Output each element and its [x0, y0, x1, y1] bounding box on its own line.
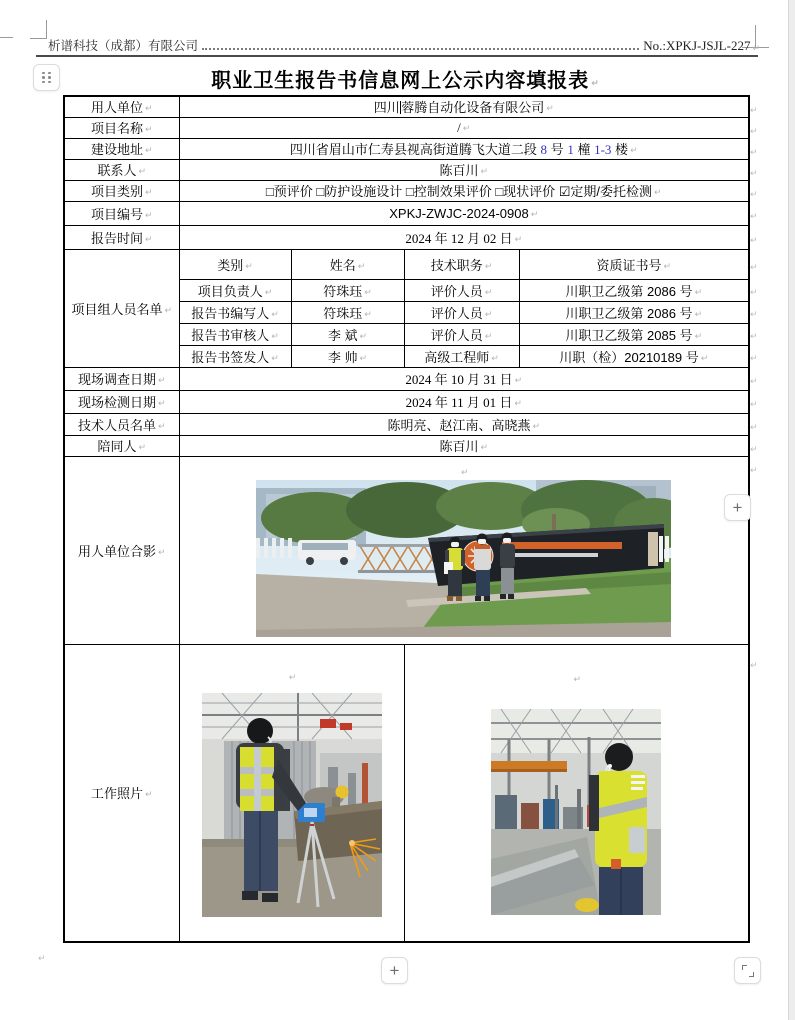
paragraph-mark [573, 675, 581, 685]
work-photos-label-cell: 工作照片↵ [64, 644, 179, 942]
paragraph-mark [750, 439, 758, 457]
group-photo-label-cell: 用人单位合影↵ [64, 456, 179, 644]
paragraph-mark [750, 100, 758, 118]
paragraph-mark [752, 44, 760, 54]
row-employer [64, 96, 749, 117]
technicians-label-cell: 技术人员名单↵ [64, 413, 179, 435]
team-cell[interactable]: 川职（检）20210189 号↵ [519, 345, 749, 367]
paragraph-mark [750, 371, 758, 389]
page-title-text: 职业卫生报告书信息网上公示内容填报表 [211, 70, 590, 92]
paragraph-mark [750, 460, 758, 478]
drag-handle-icon [42, 72, 51, 84]
team-cell[interactable]: 评价人员↵ [404, 301, 519, 323]
team-cell[interactable]: 符珠珏↵ [291, 301, 404, 323]
technicians-value-cell[interactable]: 陈明亮、赵江南、高晓燕↵ [179, 413, 749, 435]
employer-value-cell[interactable]: 四川 蓉腾自动化设备有限公司↵ [179, 96, 749, 117]
paragraph-mark [591, 79, 600, 89]
team-cell[interactable]: 川职卫乙级第 2085 号↵ [519, 323, 749, 345]
work-photo-cell-left [179, 644, 404, 942]
plus-icon: + [389, 961, 400, 980]
work-photo-cell-right [404, 644, 749, 942]
page-header [48, 36, 760, 54]
team-cell[interactable]: 报告书编写人↵ [179, 301, 291, 323]
address-value-cell[interactable]: 四川省眉山市仁寿县视高街道腾飞大道二段 8 号 1 橦 1-3 楼↵ [179, 138, 749, 159]
paragraph-mark [750, 230, 758, 248]
employer-label-cell: 用人单位↵ [64, 96, 179, 117]
contact-label-cell: 联系人↵ [64, 159, 179, 180]
team-header-cert: 资质证书号↵ [519, 249, 749, 279]
team-header-title: 技术职务↵ [404, 249, 519, 279]
team-cell[interactable]: 评价人员↵ [404, 279, 519, 301]
team-cell[interactable]: 川职卫乙级第 2086 号↵ [519, 279, 749, 301]
paragraph-mark [750, 142, 758, 160]
contact-value-cell[interactable]: 陈百川↵ [179, 159, 749, 180]
paragraph-mark [750, 304, 758, 322]
expand-button[interactable] [734, 957, 761, 984]
survey-date-label-cell: 现场调查日期↵ [64, 367, 179, 390]
paragraph-mark [750, 257, 758, 275]
row-report-date [64, 225, 749, 249]
paragraph-mark [750, 206, 758, 224]
paragraph-mark [750, 282, 758, 300]
team-cell[interactable]: 报告书签发人↵ [179, 345, 291, 367]
paragraph-mark [750, 417, 758, 435]
team-header-name: 姓名↵ [291, 249, 404, 279]
paragraph-mark [461, 468, 469, 478]
address-label-cell: 建设地址↵ [64, 138, 179, 159]
category-label-cell: 项目类别↵ [64, 180, 179, 201]
row-test-date [64, 390, 749, 413]
company-group-photo[interactable] [256, 480, 671, 637]
category-checkboxes-cell[interactable]: □预评价 □防护设施设计 □控制效果评价 □现状评价 ☑定期/委托检测↵ [179, 180, 749, 201]
row-group-photo [64, 456, 749, 644]
project-name-label-cell: 项目名称↵ [64, 117, 179, 138]
paragraph-mark [750, 348, 758, 366]
add-row-button[interactable] [724, 494, 751, 521]
add-content-button[interactable] [381, 957, 408, 984]
paragraph-mark [750, 326, 758, 344]
team-header-category: 类别↵ [179, 249, 291, 279]
paragraph-mark [289, 673, 297, 683]
plus-icon: + [732, 498, 743, 517]
header-company-name: 析谱科技（成都）有限公司 [48, 39, 199, 53]
row-work-photos [64, 644, 749, 942]
row-project-no [64, 201, 749, 225]
team-cell[interactable]: 李 帅↵ [291, 345, 404, 367]
row-accompany [64, 435, 749, 456]
row-technicians [64, 413, 749, 435]
team-cell[interactable]: 符珠珏↵ [291, 279, 404, 301]
header-doc-number: No.:XPKJ-JSJL-227 [643, 38, 751, 53]
paragraph-mark [750, 184, 758, 202]
work-photo-grinding[interactable] [202, 693, 382, 917]
test-date-label-cell: 现场检测日期↵ [64, 390, 179, 413]
row-team-header [64, 249, 749, 279]
team-cell[interactable]: 评价人员↵ [404, 323, 519, 345]
paragraph-mark [750, 655, 758, 673]
row-category [64, 180, 749, 201]
paragraph-mark [750, 394, 758, 412]
team-cell[interactable]: 高级工程师↵ [404, 345, 519, 367]
work-photo-workshop[interactable] [491, 709, 661, 915]
project-no-label-cell: 项目编号↵ [64, 201, 179, 225]
team-label-cell: 项目组人员名单↵ [64, 249, 179, 367]
row-address [64, 138, 749, 159]
expand-icon [742, 965, 754, 977]
row-project-name [64, 117, 749, 138]
report-date-value-cell[interactable]: 2024 年 12 月 02 日↵ [179, 225, 749, 249]
team-cell[interactable]: 李 斌↵ [291, 323, 404, 345]
header-rule [36, 55, 758, 57]
team-cell[interactable]: 项目负责人↵ [179, 279, 291, 301]
paragraph-mark [38, 948, 46, 966]
dotted-leader [202, 38, 639, 50]
margin-crop-mark [30, 20, 47, 39]
project-name-value-cell[interactable]: /↵ [179, 117, 749, 138]
accompany-value-cell[interactable]: 陈百川↵ [179, 435, 749, 456]
team-cell[interactable]: 报告书审核人↵ [179, 323, 291, 345]
test-date-value-cell[interactable]: 2024 年 11 月 01 日↵ [179, 390, 749, 413]
group-photo-cell [179, 456, 749, 644]
paragraph-mark [750, 163, 758, 181]
drag-handle-button[interactable] [33, 64, 60, 91]
paragraph-mark [750, 121, 758, 139]
survey-date-value-cell[interactable]: 2024 年 10 月 31 日↵ [179, 367, 749, 390]
team-cell[interactable]: 川职卫乙级第 2086 号↵ [519, 301, 749, 323]
accompany-label-cell: 陪同人↵ [64, 435, 179, 456]
row-contact [64, 159, 749, 180]
report-date-label-cell: 报告时间↵ [64, 225, 179, 249]
project-no-value-cell[interactable]: XPKJ-ZWJC-2024-0908↵ [179, 201, 749, 225]
row-survey-date [64, 367, 749, 390]
margin-crop-mark [0, 37, 13, 38]
scrollbar[interactable] [788, 0, 795, 1020]
page-title [63, 64, 748, 93]
form-table [63, 95, 750, 943]
